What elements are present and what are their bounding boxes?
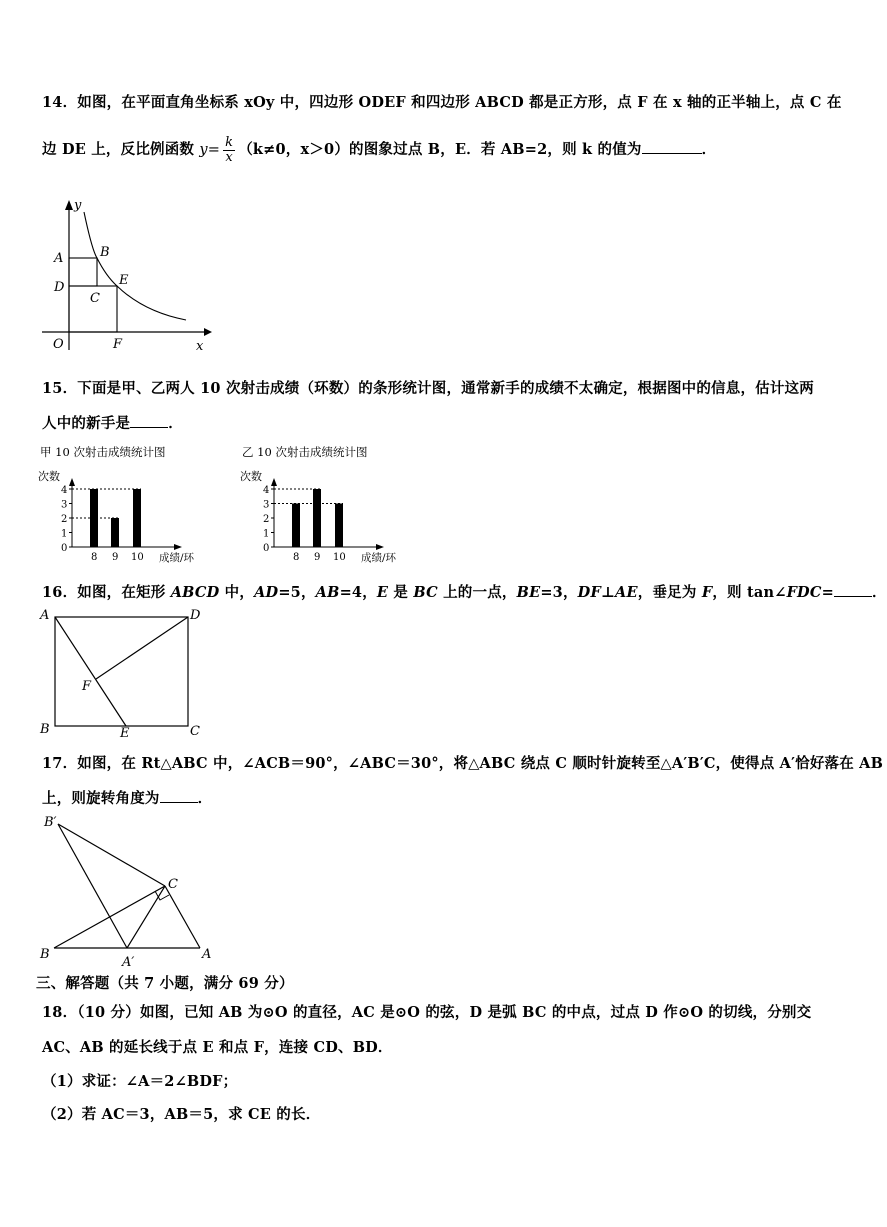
q15-line2 (42, 412, 183, 433)
q14-label-b: B (100, 245, 110, 260)
q16-text-end: ． (871, 584, 887, 601)
q16-text-e: E (376, 584, 389, 601)
q16-figure (36, 603, 211, 741)
q16-text-ad: AD (254, 584, 279, 601)
q16-text-5: 是 (388, 584, 414, 601)
chart-x-tick-label: 8 (293, 552, 300, 563)
q17-label-b: B (40, 947, 50, 962)
q16-text-6: 上的一点， (437, 584, 517, 601)
q16-text-4: =4， (339, 584, 377, 601)
q18-part1: （1）求证：∠A＝2∠BDF； (42, 1073, 238, 1090)
chart-xlabel: 成绩/环 (361, 552, 397, 564)
q14-label-y: y (74, 198, 82, 213)
q17-line2-text: 上，则旋转角度为 (42, 790, 160, 807)
q16-label-d: D (190, 608, 201, 623)
q14-line2-post: （k≠0，x＞0）的图象过点 B，E．若 AB=2，则 k 的值为 (238, 141, 642, 159)
chart-x-tick-label: 9 (314, 552, 321, 563)
q16-text-8: ，垂足为 (637, 584, 702, 601)
q16-text-7: =3， (540, 584, 578, 601)
chart-bar-8 (90, 489, 98, 547)
chart-xlabel: 成绩/环 (159, 552, 195, 564)
chart-y-tick-label: 0 (61, 543, 68, 554)
q17-label-c: C (168, 877, 178, 892)
q14-label-o: O (53, 337, 64, 352)
q14-answer-blank[interactable] (642, 139, 702, 154)
chart-x-tick-label: 10 (131, 552, 144, 563)
q14-frac-denominator: x (225, 149, 233, 165)
q14-line2-end: ． (701, 141, 717, 159)
q17-line1: 17．如图，在 Rt△ABC 中，∠ACB＝90°，∠ABC＝30°，将△ABC 绕点 C 顺时针旋转至△A′B′C，使得点 A′恰好落在 AB (42, 755, 884, 772)
q16-label-e: E (120, 726, 130, 741)
q17-figure (34, 810, 224, 970)
q16-text-ab: AB (315, 584, 340, 601)
q14-frac-numerator: k (225, 135, 234, 150)
q14-line2 (42, 136, 716, 164)
q14-fn-y: y (199, 142, 208, 159)
q14-square-abcd (69, 258, 97, 286)
q16-text-2: 中， (219, 584, 255, 601)
chart-ylabel: 次数 (38, 470, 60, 483)
q14-x-axis-arrow-icon (204, 328, 212, 336)
chart-x-axis-arrow-icon (376, 544, 384, 550)
chart-y-tick-label: 2 (263, 514, 270, 525)
q16-label-f: F (82, 679, 92, 694)
chart-x-tick-label: 8 (91, 552, 98, 563)
chart-y-tick-label: 3 (263, 499, 270, 511)
q17-answer-blank[interactable] (160, 788, 198, 803)
q16-label-a: A (40, 608, 50, 623)
q16-text-f: F (701, 584, 713, 601)
chart-y-tick-label: 4 (61, 485, 68, 496)
chart-x-tick-label: 10 (333, 552, 346, 563)
q17-segment-ca (165, 886, 200, 948)
q16-text-abcd: ABCD (170, 584, 220, 601)
q14-label-c: C (90, 291, 100, 306)
chart-y-axis-arrow-icon (271, 478, 277, 486)
chart-yi (238, 440, 438, 568)
chart-bar-9 (111, 518, 119, 547)
q17-segment-b1c (58, 824, 165, 886)
q14-fn-eq: = (207, 142, 221, 159)
chart-title: 甲 10 次射击成绩统计图 (40, 445, 166, 459)
q15-line2-end: ． (168, 415, 183, 432)
q18-line1: 18．（10 分）如图，已知 AB 为⊙O 的直径，AC 是⊙O 的弦，D 是弧 BC 的中点，过点 D 作⊙O 的切线，分别交 (42, 1004, 812, 1021)
chart-ylabel: 次数 (240, 470, 262, 483)
q16-text-3: =5， (278, 584, 316, 601)
q16-text-bc: BC (413, 584, 438, 601)
chart-bar-10 (335, 504, 343, 548)
q15-answer-blank[interactable] (130, 413, 168, 428)
q14-label-d: D (54, 280, 65, 295)
q16-text-fdc: FDC (786, 584, 822, 601)
q14-line2-pre: 边 DE 上，反比例函数 (42, 141, 195, 159)
q17-label-b-prime: B′ (44, 815, 57, 830)
chart-x-tick-label: 9 (112, 552, 119, 563)
q14-label-a: A (54, 251, 64, 266)
section-3-heading: 三、解答题（共 7 小题，满分 69 分） (36, 975, 294, 992)
chart-y-axis-arrow-icon (69, 478, 75, 486)
q17-label-a-prime: A′ (122, 955, 135, 970)
q16-text-1: 16．如图，在矩形 (42, 584, 171, 601)
q16-segment-df (96, 617, 188, 679)
q16-answer-blank[interactable] (834, 582, 872, 597)
q16-label-b: B (40, 722, 50, 737)
chart-y-tick-label: 1 (61, 528, 68, 540)
chart-title: 乙 10 次射击成绩统计图 (242, 445, 368, 459)
q16-text-10: = (821, 584, 834, 601)
q18-part2: （2）若 AC＝3，AB＝5，求 CE 的长． (42, 1106, 321, 1123)
q16-label-c: C (190, 724, 200, 739)
q14-label-x: x (196, 339, 204, 354)
q18-line2: AC、AB 的延长线于点 E 和点 F，连接 CD、BD． (42, 1039, 393, 1056)
q17-line2-end: ． (197, 790, 213, 807)
q17-segment-b1a1 (58, 824, 127, 948)
chart-jia (36, 440, 236, 568)
q16-segment-ae (55, 617, 126, 726)
chart-y-tick-label: 4 (263, 485, 270, 496)
q16-text-be: BE (516, 584, 541, 601)
chart-y-tick-label: 1 (263, 528, 270, 540)
chart-bar-8 (292, 504, 300, 548)
q14-y-axis-arrow-icon (65, 200, 73, 210)
q15-line2-text: 人中的新手是 (42, 415, 131, 432)
q16-text-dfae: DF⊥AE (577, 584, 638, 601)
q14-line1: 14．如图，在平面直角坐标系 xOy 中，四边形 ODEF 和四边形 ABCD 都是正方形，点 F 在 x 轴的正半轴上，点 C 在 (42, 94, 842, 111)
chart-bar-10 (133, 489, 141, 547)
q14-label-e: E (119, 273, 129, 288)
q17-line2 (42, 787, 212, 808)
q16-text-9: ，则 tan∠ (712, 584, 787, 601)
q14-figure (34, 190, 214, 360)
q17-segment-a1c (127, 886, 165, 948)
q15-line1: 15．下面是甲、乙两人 10 次射击成绩（环数）的条形统计图，通常新手的成绩不太确定，根据图中的信息，估计这两 (42, 380, 814, 397)
q17-label-a: A (202, 947, 212, 962)
q14-fraction (223, 136, 235, 164)
q16-line1 (42, 581, 887, 602)
chart-y-tick-label: 2 (61, 514, 68, 525)
chart-x-axis-arrow-icon (174, 544, 182, 550)
chart-y-tick-label: 3 (61, 499, 68, 511)
chart-bar-9 (313, 489, 321, 547)
q16-rectangle-abcd (55, 617, 188, 726)
chart-y-tick-label: 0 (263, 543, 270, 554)
q14-label-f: F (113, 337, 123, 352)
